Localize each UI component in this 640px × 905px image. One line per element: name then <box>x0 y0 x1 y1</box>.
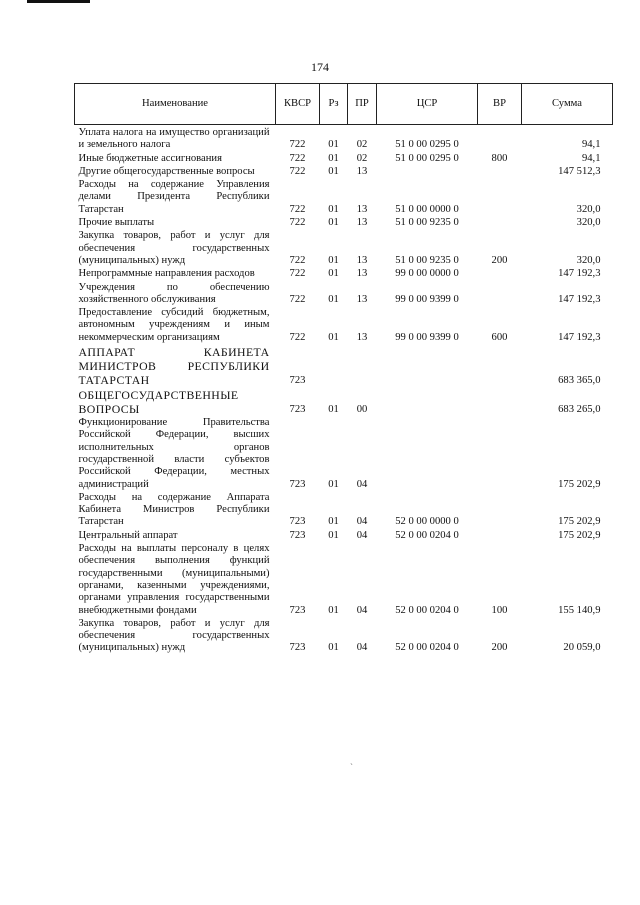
cell-pr: 13 <box>356 268 368 280</box>
cell-rz: 01 <box>328 293 339 305</box>
cell-csr <box>377 345 478 388</box>
cell-sum: 175 202,9 <box>558 478 601 490</box>
table-row <box>75 268 613 281</box>
cell-rz: 01 <box>328 254 339 266</box>
cell-rz: 01 <box>328 268 339 280</box>
cell-csr: 99 0 00 9399 0 <box>395 293 459 305</box>
cell-sum: 683 265,0 <box>558 403 601 415</box>
cell-sum: 175 202,9 <box>558 516 601 528</box>
cell-sum: 683 365,0 <box>558 374 601 386</box>
cell-kvsr: 722 <box>289 254 306 266</box>
cell-pr: 13 <box>356 203 368 215</box>
cell-kvsr: 722 <box>289 139 306 151</box>
cell-name: АППАРАТ КАБИНЕТА МИНИСТРОВ РЕСПУБЛИКИ ТАТАРСТАН <box>78 345 270 388</box>
cell-name: Иные бюджетные ассигнования <box>78 152 222 164</box>
cell-rz: 01 <box>328 403 339 415</box>
cell-name: Непрограммные направления расходов <box>78 268 255 280</box>
header-name: Наименование <box>75 84 276 125</box>
table-row <box>75 125 613 153</box>
cell-name: Закупка товаров, работ и услуг для обеспечения государственных (муниципальных) нужд <box>78 617 270 654</box>
scan-mark: ` <box>350 762 353 772</box>
cell-sum: 147 192,3 <box>558 293 601 305</box>
budget-table <box>74 83 613 656</box>
cell-vr <box>478 492 522 530</box>
cell-vr <box>478 268 522 281</box>
table-row <box>75 543 613 618</box>
cell-csr: 51 0 00 0295 0 <box>395 152 459 164</box>
cell-pr: 13 <box>356 331 368 343</box>
cell-name: Расходы на содержание Аппарата Кабинета Министров Республики Татарстан <box>78 491 270 528</box>
header-kvsr: КВСР <box>276 84 320 125</box>
cell-name: Закупка товаров, работ и услуг для обеспечения государственных (муниципальных) нужд <box>78 230 270 266</box>
cell-csr: 51 0 00 0000 0 <box>395 203 459 215</box>
cell-pr: 04 <box>356 642 368 654</box>
cell-vr <box>478 530 522 543</box>
cell-vr: 200 <box>491 642 508 654</box>
cell-kvsr: 722 <box>289 293 306 305</box>
cell-csr: 51 0 00 9235 0 <box>395 254 459 266</box>
cell-csr: 99 0 00 9399 0 <box>395 331 459 343</box>
cell-vr <box>478 388 522 417</box>
table-row <box>75 417 613 492</box>
cell-csr <box>377 166 478 179</box>
table-row <box>75 345 613 388</box>
cell-pr: 04 <box>356 516 368 528</box>
cell-pr: 04 <box>356 478 368 490</box>
cell-pr: 02 <box>356 139 368 151</box>
cell-vr <box>478 417 522 492</box>
cell-name: Расходы на выплаты персоналу в целях обеспечения выполнения функций государственными (муниципальными) органами, казенными учреждениями, органами управления государственными внебюджетными фондами <box>78 543 270 616</box>
cell-sum: 147 192,3 <box>558 331 601 343</box>
cell-kvsr: 723 <box>289 478 306 490</box>
cell-kvsr: 723 <box>289 516 306 528</box>
cell-csr: 52 0 00 0204 0 <box>395 642 459 654</box>
table-row <box>75 307 613 345</box>
cell-vr <box>478 217 522 230</box>
table-row <box>75 388 613 417</box>
cell-rz: 01 <box>328 165 339 177</box>
cell-name: Предоставление субсидий бюджетным, автономным учреждениям и иным некоммерческим организациям <box>78 307 270 343</box>
cell-pr: 04 <box>356 529 368 541</box>
cell-csr <box>377 417 478 492</box>
cell-pr: 00 <box>356 403 368 415</box>
cell-rz: 01 <box>328 604 339 616</box>
cell-sum: 320,0 <box>576 254 601 266</box>
cell-vr: 800 <box>491 152 508 164</box>
cell-sum: 20 059,0 <box>563 642 601 654</box>
cell-kvsr: 722 <box>289 203 306 215</box>
cell-pr: 13 <box>356 254 368 266</box>
cell-kvsr: 723 <box>289 642 306 654</box>
cell-sum: 94,1 <box>581 139 601 151</box>
cell-vr: 100 <box>491 604 508 616</box>
cell-vr <box>478 282 522 308</box>
cell-name: Центральный аппарат <box>78 529 178 541</box>
cell-csr: 51 0 00 9235 0 <box>395 217 459 229</box>
header-rz: Рз <box>320 84 348 125</box>
header-sum: Сумма <box>522 84 613 125</box>
cell-name: ОБЩЕГОСУДАРСТВЕННЫЕ ВОПРОСЫ <box>78 388 239 417</box>
table-row <box>75 282 613 308</box>
cell-name: Расходы на содержание Управления делами Президента Республики Татарстан <box>78 179 270 215</box>
cell-csr <box>377 388 478 417</box>
top-rule <box>27 0 90 3</box>
cell-vr: 600 <box>491 331 508 343</box>
cell-name: Функционирование Правительства Российской Федерации, высших исполнительных органов государственной власти субъектов Российской Федерации, местных администраций <box>78 417 270 490</box>
cell-pr: 13 <box>356 217 368 229</box>
table-row <box>75 166 613 179</box>
cell-name: Уплата налога на имущество организаций и земельного налога <box>78 127 270 151</box>
cell-kvsr: 723 <box>289 529 306 541</box>
cell-sum: 147 192,3 <box>558 268 601 280</box>
cell-name: Учреждения по обеспечению хозяйственного обслуживания <box>78 281 270 305</box>
cell-pr: 04 <box>356 604 368 616</box>
cell-rz: 01 <box>328 642 339 654</box>
table-row <box>75 530 613 543</box>
table-row <box>75 492 613 530</box>
cell-pr: 13 <box>356 165 368 177</box>
cell-kvsr: 722 <box>289 268 306 280</box>
table-row <box>75 217 613 230</box>
cell-rz: 01 <box>328 478 339 490</box>
cell-csr: 52 0 00 0000 0 <box>395 516 459 528</box>
cell-rz: 01 <box>328 331 339 343</box>
cell-vr <box>478 345 522 388</box>
cell-rz: 01 <box>328 139 339 151</box>
cell-csr: 51 0 00 0295 0 <box>395 139 459 151</box>
cell-rz: 01 <box>328 203 339 215</box>
cell-csr: 99 0 00 0000 0 <box>395 268 459 280</box>
cell-sum: 94,1 <box>581 152 601 164</box>
cell-kvsr: 722 <box>289 217 306 229</box>
page-number: 174 <box>311 60 329 74</box>
table-row <box>75 230 613 268</box>
cell-sum: 320,0 <box>576 203 601 215</box>
cell-vr: 200 <box>491 254 508 266</box>
cell-name: Другие общегосударственные вопросы <box>78 165 255 177</box>
cell-vr <box>478 166 522 179</box>
cell-rz: 01 <box>328 152 339 164</box>
cell-rz: 01 <box>328 529 339 541</box>
cell-rz: 01 <box>328 217 339 229</box>
cell-pr <box>348 345 377 388</box>
table-row <box>75 179 613 217</box>
table-header-row <box>75 84 613 125</box>
cell-rz <box>320 345 348 388</box>
cell-vr <box>478 125 522 153</box>
cell-sum: 175 202,9 <box>558 529 601 541</box>
cell-sum: 147 512,3 <box>558 165 601 177</box>
cell-kvsr: 723 <box>289 604 306 616</box>
cell-pr: 02 <box>356 152 368 164</box>
cell-rz: 01 <box>328 516 339 528</box>
header-pr: ПР <box>348 84 377 125</box>
cell-kvsr: 723 <box>289 403 306 415</box>
cell-sum: 155 140,9 <box>558 604 601 616</box>
table-row <box>75 618 613 656</box>
table-row <box>75 153 613 166</box>
cell-csr: 52 0 00 0204 0 <box>395 529 459 541</box>
cell-vr <box>478 179 522 217</box>
cell-kvsr: 722 <box>289 152 306 164</box>
cell-csr: 52 0 00 0204 0 <box>395 604 459 616</box>
cell-name: Прочие выплаты <box>78 217 155 229</box>
cell-sum: 320,0 <box>576 217 601 229</box>
cell-kvsr: 723 <box>289 374 306 386</box>
cell-pr: 13 <box>356 293 368 305</box>
header-vr: ВР <box>478 84 522 125</box>
header-csr: ЦСР <box>377 84 478 125</box>
cell-kvsr: 722 <box>289 165 306 177</box>
cell-kvsr: 722 <box>289 331 306 343</box>
